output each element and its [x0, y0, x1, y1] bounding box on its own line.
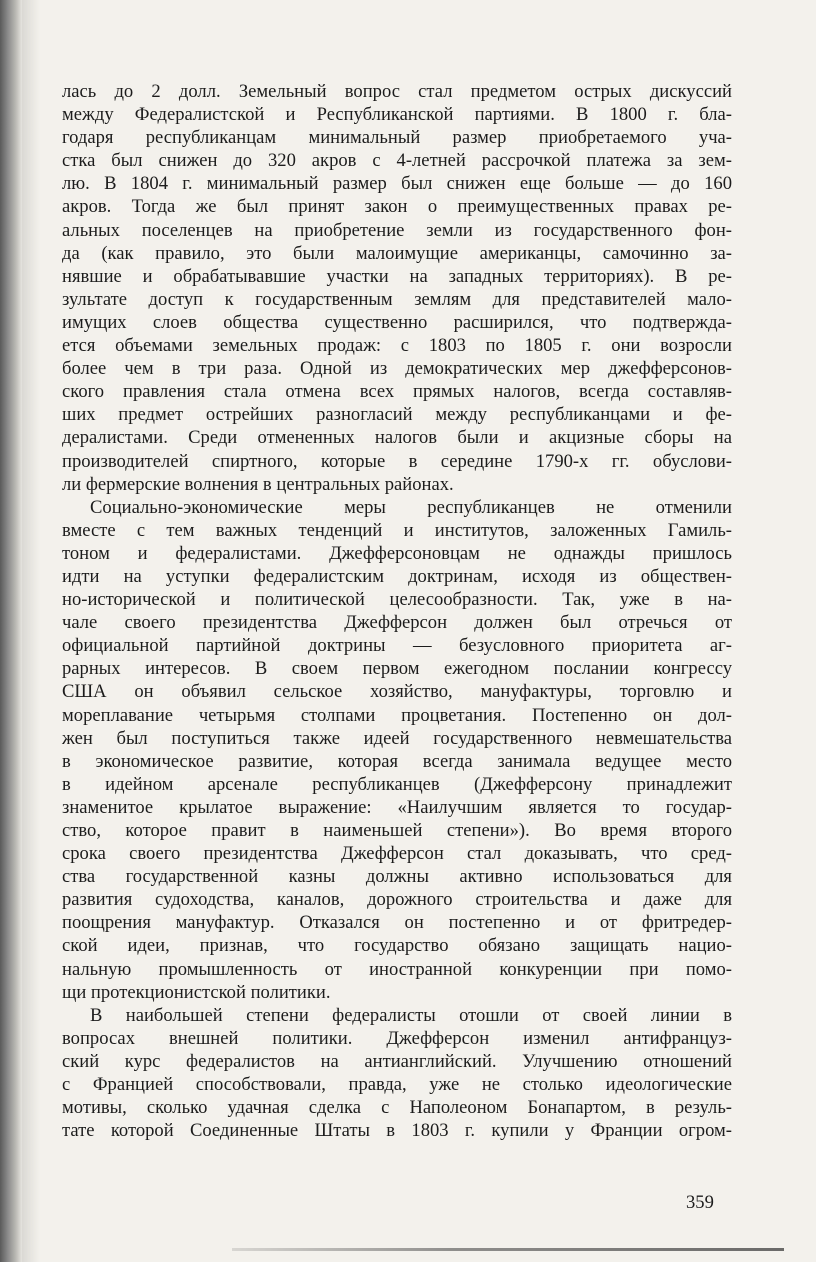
text-line: Социально-экономические меры республиканцев не отменили: [90, 496, 732, 518]
text-line: В наибольшей степени федералисты отошли от своей линии в: [90, 1004, 732, 1026]
text-line: США он объявил сельское хозяйство, мануфактуры, торговлю и: [62, 681, 732, 703]
text-line: годаря республиканцам минимальный размер приобретаемого уча-: [62, 127, 732, 149]
text-line: знаменитое крылатое выражение: «Наилучшим является то государ-: [62, 796, 732, 818]
text-line: ский курс федералистов на антианглийский. Улучшению отношений: [62, 1050, 732, 1072]
text-line: вопросах внешней политики. Джефферсон изменил антифранцуз-: [62, 1027, 732, 1049]
text-line: лась до 2 долл. Земельный вопрос стал предметом острых дискуссий: [62, 81, 732, 102]
text-line: ших предмет острейших разногласий между республиканцами и фе-: [62, 404, 732, 426]
text-line: зультате доступ к государственным землям для представителей мало-: [62, 288, 732, 310]
text-line: ского правления стала отмена всех прямых налогов, всегда составляв-: [62, 381, 732, 403]
text-line: в экономическое развитие, которая всегда занимала ведущее место: [62, 750, 732, 772]
text-line: рарных интересов. В своем первом ежегодном послании конгрессу: [62, 658, 732, 680]
text-line: с Францией способствовали, правда, уже не столько идеологические: [62, 1074, 732, 1096]
text-line: официальной партийной доктрины — безусловного приоритета аг-: [62, 635, 732, 657]
gutter-shadow: [22, 0, 40, 1262]
text-line: мотивы, сколько удачная сделка с Наполеоном Бонапартом, в резуль-: [62, 1097, 732, 1119]
text-line: поощрения мануфактур. Отказался он постепенно и от фритредер-: [62, 912, 732, 934]
text-line: срока своего президентства Джефферсон стал доказывать, что сред-: [62, 843, 732, 865]
text-line: ли фермерские волнения в центральных районах.: [62, 473, 454, 495]
text-line: лю. В 1804 г. минимальный размер был снижен еще больше — до 160: [62, 173, 732, 195]
text-line: щи протекционистской политики.: [62, 981, 331, 1003]
text-line: между Федералистской и Республиканской партиями. В 1800 г. бла-: [62, 104, 732, 126]
text-line: стка был снижен до 320 акров с 4-летней рассрочкой платежа за зем-: [62, 150, 732, 172]
text-line: ской идеи, признав, что государство обязано защищать нацио-: [62, 935, 732, 957]
text-line: жен был поступиться также идеей государственного невмешательства: [62, 727, 732, 749]
text-line: чале своего президентства Джефферсон должен был отречься от: [62, 612, 732, 634]
text-line: развития судоходства, каналов, дорожного строительства и даже для: [62, 889, 732, 911]
text-line: ства государственной казны должны активно использоваться для: [62, 866, 732, 888]
text-line: идти на уступки федералистским доктринам, исходя из обществен-: [62, 565, 732, 587]
text-line: нальную промышленность от иностранной конкуренции при помо-: [62, 958, 732, 980]
paragraph-1: [62, 80, 732, 496]
text-line: более чем в три раза. Одной из демократических мер джефферсонов-: [62, 358, 732, 380]
page-text: [62, 80, 732, 1142]
text-line: производителей спиртного, которые в середине 1790-х гг. обуслови-: [62, 450, 732, 472]
text-line: имущих слоев общества существенно расширился, что подтвержда-: [62, 311, 732, 333]
book-spine-shadow: [0, 0, 22, 1262]
text-line: тоном и федералистами. Джефферсоновцам не однажды пришлось: [62, 542, 732, 564]
page-bottom-edge: [232, 1248, 784, 1251]
text-line: дералистами. Среди отмененных налогов были и акцизные сборы на: [62, 427, 732, 449]
text-line: нявшие и обрабатывавшие участки на западных территориях). В ре-: [62, 265, 732, 287]
text-line: в идейном арсенале республиканцев (Джефферсону принадлежит: [62, 773, 732, 795]
text-line: но-исторической и политической целесообразности. Так, уже в на-: [62, 589, 732, 611]
text-line: ется объемами земельных продаж: с 1803 по 1805 г. они возросли: [62, 335, 732, 357]
paragraph-3: [62, 1004, 732, 1143]
page-number: 359: [686, 1192, 714, 1213]
text-line: мореплавание четырьмя столпами процветания. Постепенно он дол-: [62, 704, 732, 726]
text-line: акров. Тогда же был принят закон о преимущественных правах ре-: [62, 196, 732, 218]
text-line: вместе с тем важных тенденций и институтов, заложенных Гамиль-: [62, 519, 732, 541]
text-line: тате которой Соединенные Штаты в 1803 г. купили у Франции огром-: [62, 1120, 732, 1142]
paragraph-2: [62, 496, 732, 1004]
text-line: да (как правило, это были малоимущие американцы, самочинно за-: [62, 242, 732, 264]
text-line: альных поселенцев на приобретение земли из государственного фон-: [62, 219, 732, 241]
text-line: ство, которое правит в наименьшей степени»). Во время второго: [62, 820, 732, 841]
